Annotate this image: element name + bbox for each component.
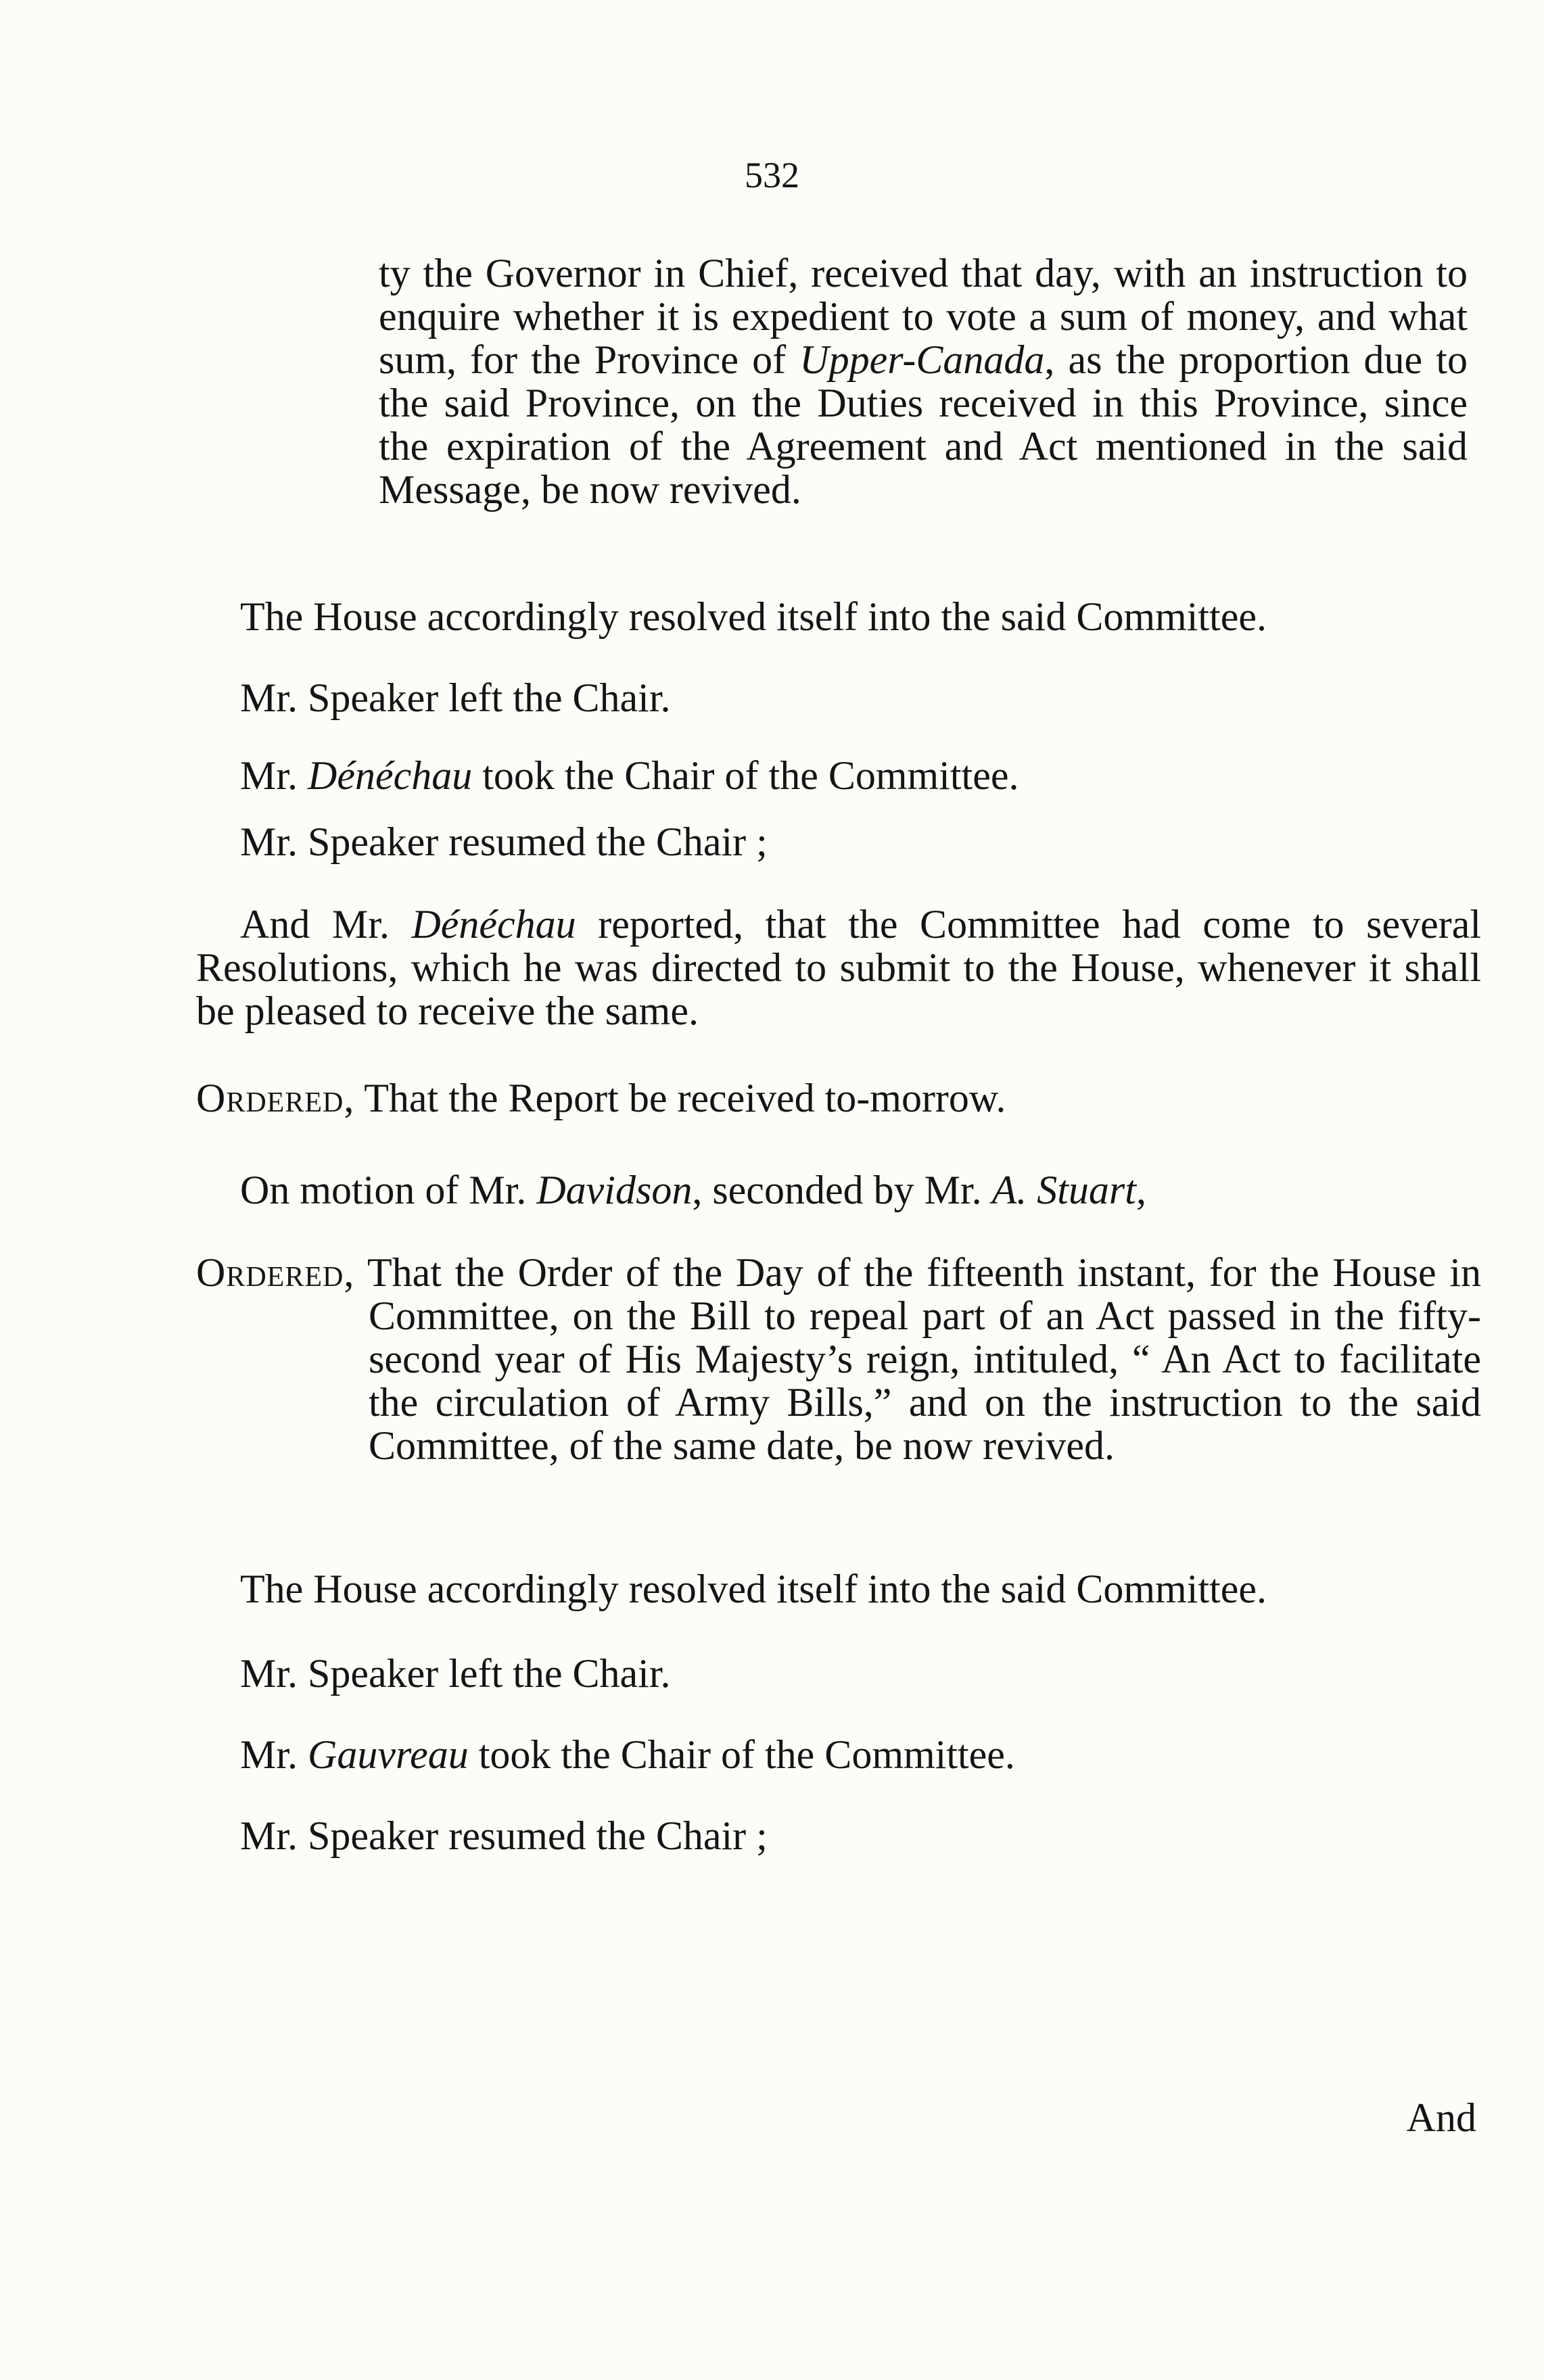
line-motion: On motion of Mr. Davidson, seconded by Mr. A. Stuart, [240, 1168, 1146, 1212]
member-name: Gauvreau [308, 1732, 469, 1777]
line-took-chair-2: Mr. Gauvreau took the Chair of the Committee. [240, 1732, 1015, 1777]
seconder-name: A. Stuart [991, 1168, 1136, 1212]
mover-name: Davidson [536, 1168, 693, 1212]
line-took-chair: Mr. Dénéchau took the Chair of the Committee. [240, 753, 1019, 798]
page-number: 532 [745, 155, 799, 195]
paragraph-text: ty the Governor in Chief, received that day, with an instruction to enquire whether it is expedient to vote a sum of money, and what sum, for the Province of [379, 251, 1468, 382]
paragraph-message-continuation [379, 252, 1468, 511]
ordered-label: Ordered, [196, 1076, 355, 1120]
paragraph-text: , as the proportion due to the said Province, on the Duties received in this Province, since the expiration of the Agreement and Act mentioned in the said Message, be now revived. [379, 337, 1468, 512]
place-name: Upper-Canada [799, 337, 1045, 382]
line-speaker-left-2: Mr. Speaker left the Chair. [240, 1651, 671, 1696]
line-house-resolved: The House accordingly resolved itself into the said Committee. [240, 594, 1267, 639]
line-speaker-resumed-2: Mr. Speaker resumed the Chair ; [240, 1813, 768, 1858]
paragraph-ordered-order-of-day: Ordered, That the Order of the Day of the fifteenth instant, for the House in Committee, on the Bill to repeal part of an Act passed in the fifty-second year of His Majesty’s reign, intituled, “ An Act to facilitate the circulation of Army Bills,” and on the instruction to the said Committee, of the same date, be now revived. [196, 1250, 1481, 1468]
ordered-label: Ordered, [196, 1250, 355, 1295]
line-speaker-resumed: Mr. Speaker resumed the Chair ; [240, 819, 768, 864]
line-house-resolved-2: The House accordingly resolved itself into the said Committee. [240, 1567, 1267, 1611]
line-speaker-left: Mr. Speaker left the Chair. [240, 675, 671, 720]
member-name: Dénéchau [308, 753, 473, 798]
paragraph-ordered-report: Ordered, That the Report be received to-morrow. [196, 1076, 1006, 1120]
paragraph-report: And Mr. Dénéchau reported, that the Committee had come to several Resolutions, which he was directed to submit to the House, whenever it shall be pleased to receive the same. [196, 902, 1481, 1033]
catchword: And [1406, 2095, 1476, 2140]
member-name: Dénéchau [411, 902, 576, 947]
